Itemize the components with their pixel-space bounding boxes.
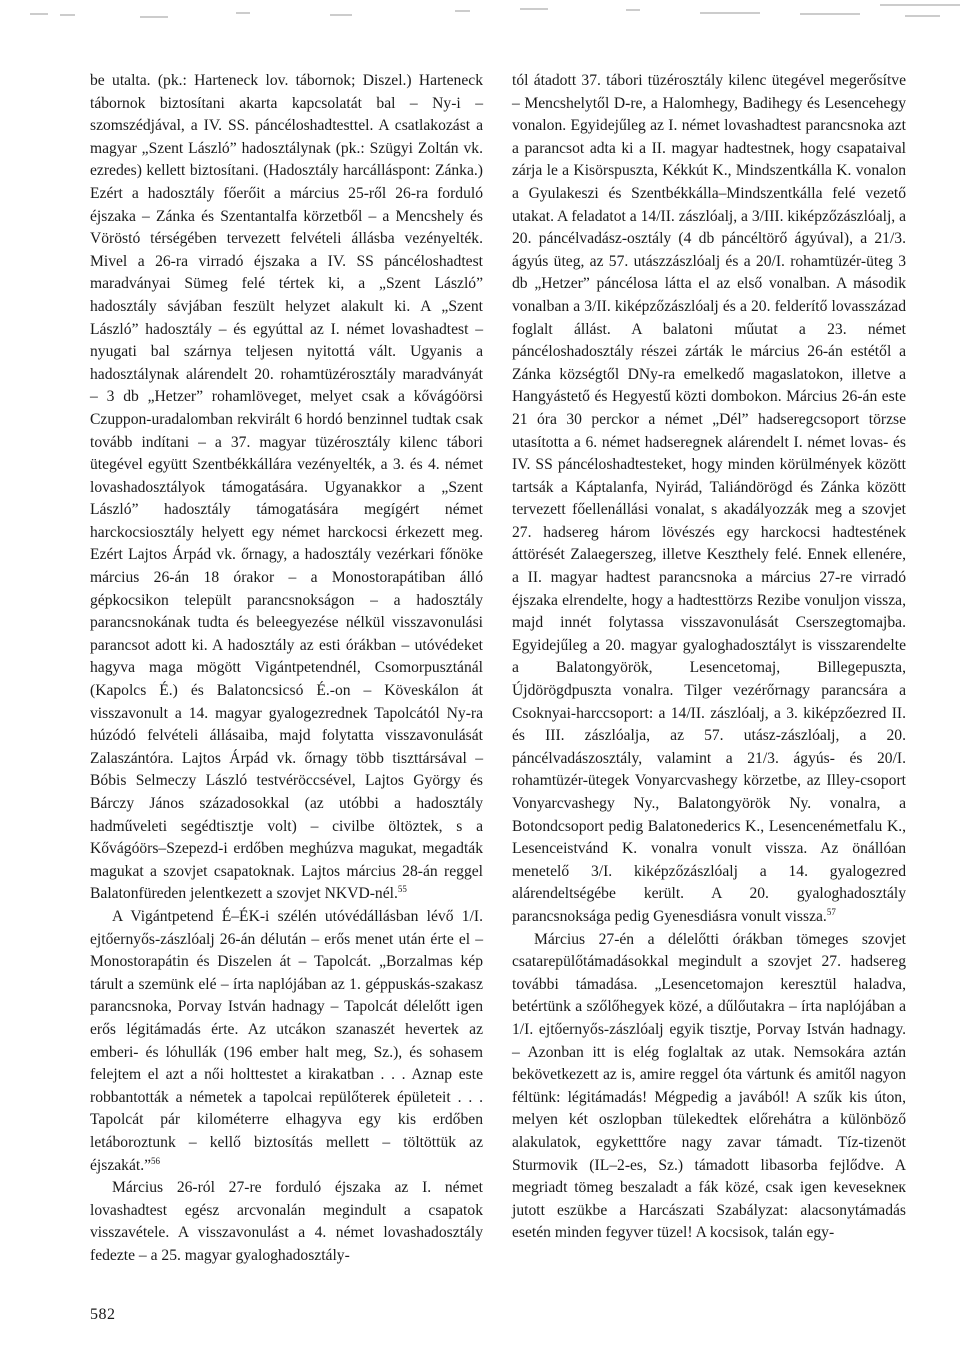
paragraph [90, 906, 483, 1177]
paragraph-text: Március 26-ról 27-re forduló éjszaka az I. német lovashadtest egész arcvonalán megindult a csapatok visszavétele. A visszavonulást a 4. német lovashadosztály fedezte – a 25. magyar gyaloghadosztály- [90, 1179, 483, 1264]
footnote-marker: 57 [826, 906, 836, 917]
paragraph-text: tól átadott 37. tábori tüzérosztály kilenc ütegével megerősítve – Mencshelytől D-re, a Halomhegy, Badihegy és Lesencehegy vonalon. Egyidejűleg az I. német lovashadtest parancsnoka azt a parancsot adta ki a II. magyar hadtestnek, hogy csapataival zárja le a Kisörspuszta, Kékkút K., Mindszentkálla K. vonalon a Gyulakeszi és Szentbékkálla–Mindszentkálla felé vezető utakat. A feladatot a 14/II. zászlóalj, a 3/III. kiképzőzászlóalj, a 20. páncélvadász-osztály (4 db páncéltörő ágyúval), a 21/3. ágyús üteg, az 57. utászzászlóalj és a 20/I. rohamtüzér-üteg 3 db „Hetzer” páncélosa látta el az első vonalban. A második vonalban a 3/II. kiképzőzászlóalj és a 20. felderítő lovasszázad foglalt állást. A balatoni műutat a 23. német páncéloshadosztály részei zárták le március 26-án estétől a Zánka községtől DNy-ra emelkedő magaslatokon, illetve a Hangyástető és Hegyestű közti dombokon. Március 26-án este 21 óra 30 perckor a német „Dél” hadseregcsoport törzse utasította a 6. német hadseregnek alárendelt I. német lovas- és IV. SS páncéloshadtesteket, hogy minden körülmények között tartsák a Káptalanfa, Nyirád, Taliándörögd és Zánka között tervezett főellenállási vonalat, s akadályozzák meg a szovjet 27. hadsereg három lövészés egy harckocsi hadtestének áttörését Zalaegerszeg, illetve Keszthely felé. Ennek ellenére, a II. magyar hadtest parancsnoka a március 27-re virradó éjszaka elrendelte, hogy a hadtesttörzs Rezibe vonuljon vissza, majd innét folytassa visszavonulását Cserszegtomajba. Egyidejűleg a 20. magyar gyaloghadosztályt is visszarendelte a Balatongyörök, Lesencetomaj, Billegepuszta, Újdörögdpuszta vonalra. Tilger vezérőrnagy parancsára a Csoknyai-harccsoport: a 14/II. zászlóalj, a 3. kiképzőezred II. és III. zászlóalja, az 57. utász-zászlóalj, a 20. páncélvadászosztály, valamint a 21/3. ágyús- és 20/I. rohamtüzér-ütegek Vonyarcvashegy körzetbe, az Illey-csoport Vonyarcvashegy Ny., Balatongyörök Ny. vonalra, a Botondcsoport pedig Balatonederics K., Lesencenémetfalu K., Lesenceistvánd K. vonalra vonult vissza. Az önállóan menetelő 3/I. kiképzőzászlóalj a 14. gyalogezred alárendeltségébe került. A 20. gyaloghadosztály parancsnoksága pedig Gyenesdiásra vonult vissza. [512, 72, 907, 925]
paragraph [512, 929, 906, 1245]
left-column [90, 70, 483, 1267]
paragraph-text: Március 27-én a délelőtti órákban tömeges szovjet csatarepülőtámadásokkal megindult a szovjet 27. hadsereg további támadása. „Lesencetomajon keresztül haladva, betértünk a szőlőhegyek közé, a dűlőutakra – írta naplójában a 1/I. ejtőernyős-zászlóalj egyik tisztje, Porvay István hadnagy. – Azonban itt is elég foglaltak az utak. Nemsokára aztán bekövetkezett az is, amire reggel óta vártunk és amitől nagyon féltünk: légitámadás! Mégpedig a javából! A szűk kis úton, melyen két oszlopban tülekedtek előrehátra a különböző alakulatok, egyketttőre nagy zavar támadt. Tíz-tizenöt Sturmovik (IL–2-es, Sz.) támadott libasorba fejlődve. A megriadt tömeg beszaladt a fák közé, csak igen kevesekneк jutott eszükbe a Harcászati Szabályzat: alacsonytámadás esetén minden fegyver tüzel! A kocsisok, talán egy- [512, 930, 906, 1242]
page-number: 582 [90, 1306, 116, 1323]
footnote-marker: 55 [397, 884, 407, 895]
paragraph-text: be utalta. (pk.: Harteneck lov. tábornok; Diszel.) Harteneck tábornok biztosítani akarta kapcsolatát bal – Ny-i – szomszédjával, a IV. SS. páncéloshadtesttel. A csatlakozást a magyar „Szent László” hadosztálynak (pk.: Szügyi Zoltán vk. ezredes) kellett biztosítani. (Hadosztály harcálláspont: Zánka.) Ezért a hadosztály főerőit a március 25-ről 26-ra forduló éjszaka – Zánka és Szentantalfa körzetből – a Mencshely és Vöröstó térségében tervezett felvételi állásba vezényelték. Mivel a 26-ra virradó éjszaka a IV. SS páncéloshadtest maradványai Sümeg felé tértek ki, a „Szent László” hadosztály sávjában feszült helyzet alakult ki. A „Szent László” hadosztály – és egyúttal az I. német lovashadtest – nyugati bal szárnya teljesen nyitottá vált. Ugyanis a hadosztálynak alárendelt 20. rohamtüzérosztály maradványát – 3 db „Hetzer” rohamlöveget, melyet csak a kővágóörsi Czuppon-uradalomban rekvirált 6 hordó benzinnel tudtak csak tovább indítani – a 37. magyar tüzérosztály kilenc tábori ütegével együtt Szentbékkállára vezényelték, a 3. és 4. német lovashadosztályok támogatására. Ugyanakkor a „Szent László” hadosztály támogatására megígért német harckocsiosztály helyett egy német harckocsi érkezett meg. Ezért Lajtos Árpád vk. őrnagy, a hadosztály vezérkari főnöke március 26-án 18 órakor – a Monostorapátiban álló gépkocsikon települt parancsnokságon – a hadosztály parancsnokának tudta és beleegyezése nélkül visszavonulási parancsot adott ki. A hadosztály az esti órákban – utóvédeket hagyva maga mögött Vigántpetendnél, Csomorpusztánál (Kapolcs É.) és Balatoncsicsó É.-on – Köveskálon át visszavonult a 14. magyar gyalogezrednek Tapolcától Ny-ra húzódó felvételi állásaiba, majd folytatta visszavonulását Zalaszántóra. Lajtos Árpád vk. őrnagy több tiszttársával – Bóbis Selmeczy László testvéröccsével, Lajtos György és Bárczy János századosokkal (az utóbbi a hadosztály hadműveleti segédtisztje volt) – civilbe öltöztek, s a Kővágóörs–Szepezd-i erdőben meghúzva magukat, megadták magukat a szovjet csapatoknak. Lajtos március 28-án reggel Balatonfüreden jelentkezett a szovjet NKVD-nél. [90, 72, 483, 903]
paragraph-text: A Vigántpetend É–ÉK-i szélén utóvédállásban lévő 1/I. ejtőernyős-zászlóalj 26-án délután – erős menet után érte el – Monostorapátin és Diszelen át – Tapolcát. „Borzalmas kép tárult a szemünk elé – írta naplójában az 1. géppuskás-szakasz parancsnoka, Porvay István hadnagy – Tapolcát délelőtt igen erős légitámadás érte. Az utcákon szanaszét hevertek az emberi- és lóhullák (196 ember halt meg, Sz.), és sohasem felejtem el azt a női holttestet a kirakatban . . . Aznap este robbantották a németek a tapolcai repülőterek épületeit . . . Tapolcát pár kilométerre elhagyva egy kis erdőben letáboroztunk – kellő biztosítás mellett – töltöttük az éjszakát.” [90, 907, 483, 1174]
scan-edge-artifact [0, 0, 960, 30]
footnote-marker: 56 [151, 1155, 161, 1166]
paragraph [90, 1177, 483, 1267]
right-column [512, 70, 906, 1245]
paragraph [512, 70, 906, 929]
paragraph [90, 70, 483, 906]
